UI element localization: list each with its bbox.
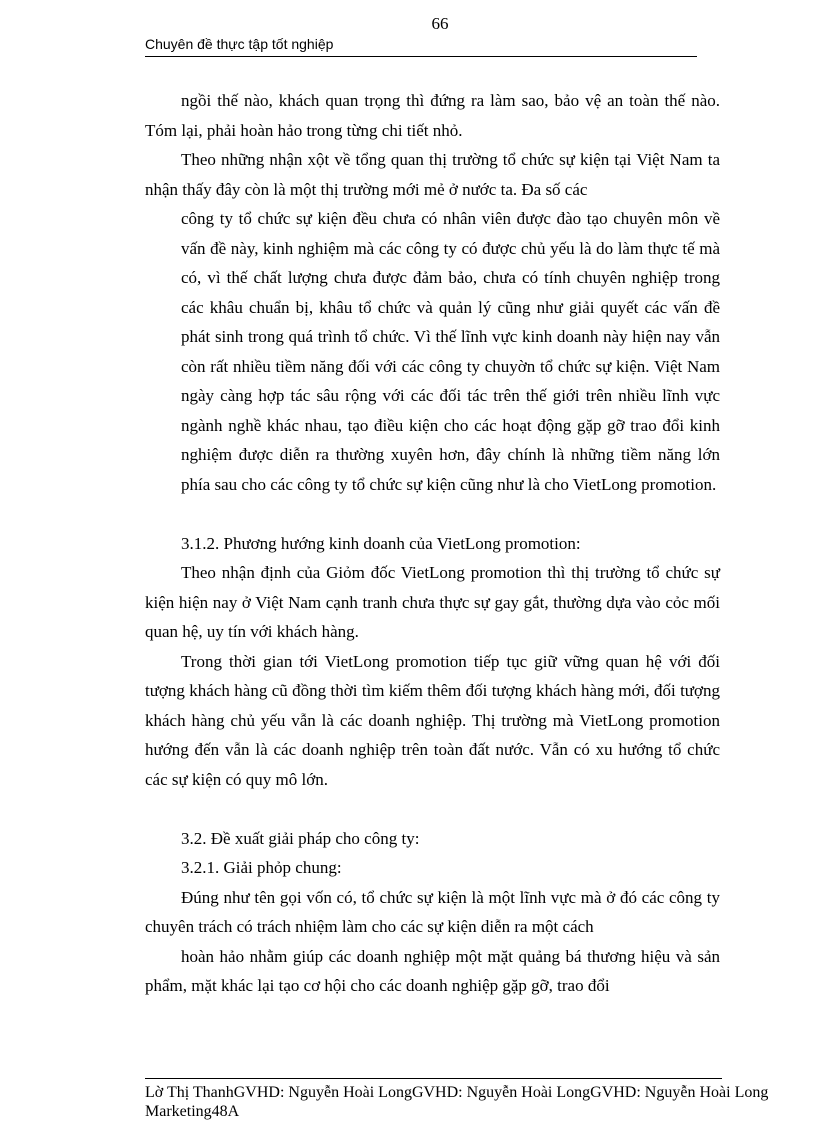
footer-divider [145,1078,722,1079]
footer-author-line: Lờ Thị ThanhGVHD: Nguyễn Hoài LongGVHD: Nguyễn Hoài LongGVHD: Nguyễn Hoài Long [145,1084,769,1101]
subsection-heading: 3.2.1. Giải phỏp chung: [181,858,342,877]
page-number: 66 [431,14,449,33]
paragraph: Theo nhận định của Giỏm đốc VietLong promotion thì thị trường tổ chức sự kiện hiện nay ở Việt Nam cạnh tranh chưa thực sự gay gắt, thường dựa vào cỏc mối quan hệ, uy tín với khách hàng. [145,563,720,641]
paragraph: công ty tổ chức sự kiện đều chưa có nhân viên được đào tạo chuyên môn về vấn đề này, kinh nghiệm mà các công ty có được chủ yếu là do làm thực tế mà có, vì thế chất lượng chưa được đảm bảo, chưa có tính chuyên nghiệp trong các khâu chuẩn bị, khâu tổ chức và quản lý cũng như giải quyết các vấn đề phát sinh trong quá trình tổ chức. Vì thế lĩnh vực kinh doanh này hiện nay vẫn còn rất nhiều tiềm năng đối với các công ty chuyờn tổ chức sự kiện. Việt Nam ngày càng hợp tác sâu rộng với các đối tác trên thế giới trên nhiều lĩnh vực ngành nghề khác nhau, tạo điều kiện cho các hoạt động gặp gỡ trao đổi kinh nghiệm được diễn ra thường xuyên hơn, đây chính là những tiềm năng lớn phía sau cho các công ty tổ chức sự kiện cũng như là cho VietLong promotion. [181,209,720,494]
section-heading: 3.1.2. Phương hướng kinh doanh của VietLong promotion: [181,533,581,553]
section-heading: 3.2. Đề xuất giải pháp cho công ty: [181,828,420,848]
paragraph: Trong thời gian tới VietLong promotion tiếp tục giữ vững quan hệ với đối tượng khách hàng cũ đồng thời tìm kiếm thêm đối tượng khách hàng mới, đối tượng khách hàng chủ yếu vẫn là các doanh nghiệp. Thị trường mà VietLong promotion hướng đến vẫn là các doanh nghiệp trên toàn đất nước. Vẫn có xu hướng tổ chức các sự kiện có quy mô lớn. [145,651,720,789]
running-header-title: Chuyên đề thực tập tốt nghiệp [145,36,334,52]
paragraph: Theo những nhận xột về tổng quan thị trường tổ chức sự kiện tại Việt Nam ta nhận thấy đây còn là một thị trường mới mẻ ở nước ta. Đa số các [145,150,720,199]
document-body [145,86,720,1001]
footer-class-line: Marketing48A [145,1103,240,1120]
paragraph: Đúng như tên gọi vốn có, tổ chức sự kiện là một lĩnh vực mà ở đó các công ty chuyên trách có trách nhiệm làm cho các sự kiện diễn ra một cách [145,887,720,936]
paragraph: hoàn hảo nhằm giúp các doanh nghiệp một mặt quảng bá thương hiệu và sản phẩm, mặt khác lại tạo cơ hội cho các doanh nghiệp gặp gỡ, trao đổi [145,946,720,995]
footer [145,1083,805,1121]
paragraph-spacer [145,794,720,824]
paragraph-spacer [145,499,720,529]
paragraph: ngồi thế nào, khách quan trọng thì đứng ra làm sao, bảo vệ an toàn thế nào. Tóm lại, phải hoàn hảo trong từng chi tiết nhỏ. [145,91,720,140]
header-divider [145,56,697,57]
